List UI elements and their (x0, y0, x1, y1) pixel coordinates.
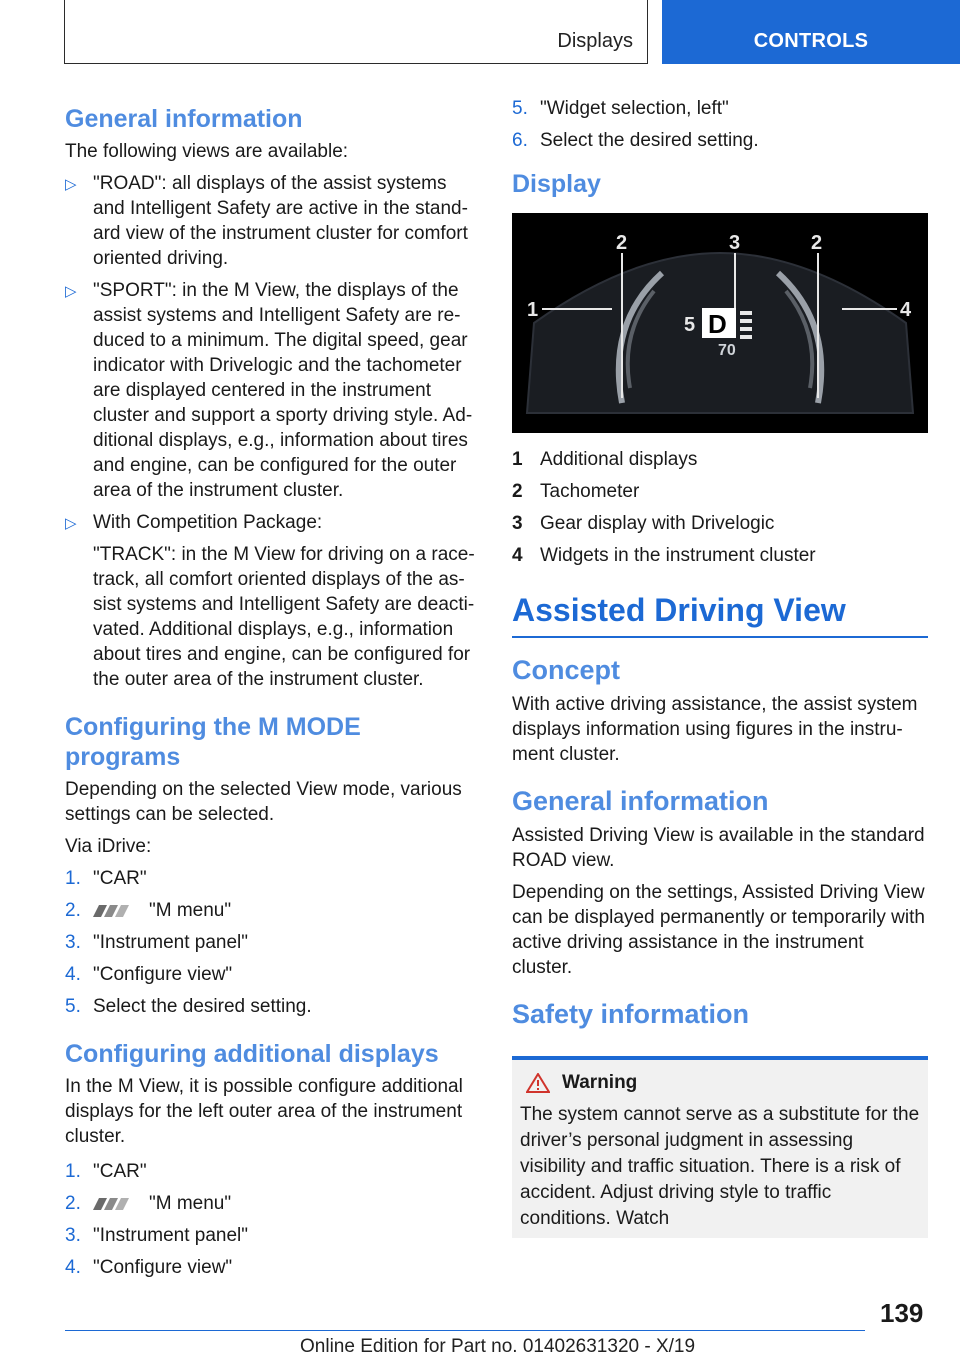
mode-step: 4. "Configure view" (65, 964, 233, 985)
display-step: 1. "CAR" (65, 1161, 147, 1182)
bullet-track-text: "TRACK": in the M View for driving on a racetrack, all comfort oriented displays of the assist systems and Intelligent Safety are deactivated. Additional displays, e.g., information about tires and engine, can be configured for the outer area of the instrument cluster. (93, 544, 475, 690)
assisted-driving-heading: Assisted Driving View (512, 592, 846, 628)
safety-heading: Safety information (512, 999, 750, 1029)
bullet-competition: ▷ With Competition Package: (65, 510, 477, 535)
callout-2-right: 2 (811, 232, 823, 254)
callout-2-left: 2 (616, 232, 628, 254)
mode-step: 3. "Instrument panel" (65, 932, 249, 953)
legend-item: 2 Tachometer (512, 481, 640, 502)
display-step: 2. "M menu" (65, 1193, 232, 1214)
gear-previous: 5 (684, 314, 696, 336)
legend-item: 1 Additional displays (512, 449, 698, 470)
right-column (512, 96, 928, 1238)
warning-text: The system cannot serve as a substitute for the driver’s personal judgment in assessing visibility and traffic situation. There is a risk of accident. Adjust driving style to traffic conditions. Watch (520, 1104, 920, 1229)
triangle-bullet-icon: ▷ (65, 515, 77, 532)
mode-step: 1. "CAR" (65, 868, 147, 889)
concept-heading: Concept (512, 655, 620, 685)
bullet-sport: ▷ "SPORT": in the M View, the displays of the assist systems and Intelligent Safety are reduced to a minimum. The digital speed, gear indicator with Drivelogic and the tachometer are displayed centered in the instrument cluster and support a sporty driving style. Additional displays, e.g., information about tires and engine, can be configured for the outer area of the instrument cluster. (65, 280, 473, 501)
assisted-driving-heading-wrap (512, 590, 928, 638)
display-step: 3. "Instrument panel" (65, 1225, 249, 1246)
legend-item: 3 Gear display with Drivelogic (512, 513, 775, 534)
display-heading: Display (512, 170, 601, 198)
concept-text: With active driving assistance, the assist system displays information using figures in the instrument cluster. (512, 694, 918, 765)
warning-triangle-icon (526, 1073, 550, 1093)
callout-3: 3 (729, 232, 741, 254)
configuring-displays-heading: Configuring additional displays (65, 1040, 439, 1068)
callout-4: 4 (900, 299, 912, 321)
legend-item: 4 Widgets in the instrument cluster (512, 545, 816, 566)
page-number: 139 (880, 1298, 924, 1328)
footer-divider (65, 1330, 865, 1331)
general-info-heading: General information (65, 105, 303, 133)
header-box (64, 0, 648, 64)
gear-current: D (708, 309, 727, 339)
configuring-modes-heading: Configuring the M MODE programs (65, 713, 361, 771)
triangle-bullet-icon: ▷ (65, 283, 77, 300)
triangle-bullet-icon: ▷ (65, 176, 77, 193)
warning-title: Warning (562, 1072, 638, 1093)
mode-step: 5. Select the desired setting. (65, 996, 312, 1017)
chapter-tab[interactable] (662, 0, 960, 64)
section-title: Displays (557, 30, 633, 52)
warning-box (512, 1056, 928, 1238)
speed-readout: 70 (718, 342, 736, 359)
left-column (65, 96, 477, 1287)
bullet-road: ▷ "ROAD": all displays of the assist systems and Intelligent Safety are active in the standard view of the instrument cluster for comfort oriented driving. (65, 173, 468, 269)
configuring-modes-text: Depending on the selected View mode, various settings can be selected. (65, 779, 462, 825)
m-stripes-icon (93, 905, 139, 917)
m-stripes-icon (93, 1198, 139, 1210)
footer-edition: Online Edition for Part no. 01402631320 - X/19 (300, 1336, 696, 1357)
mode-step: 2. "M menu" (65, 900, 232, 921)
widget-step: 5. "Widget selection, left" (512, 98, 729, 119)
display-step: 4. "Configure view" (65, 1257, 233, 1278)
chapter-tab-label: CONTROLS (753, 30, 869, 52)
instrument-cluster-figure (512, 213, 928, 433)
configuring-displays-text: In the M View, it is possible configure additional displays for the left outer area of the instrument cluster. (65, 1076, 463, 1147)
callout-1: 1 (527, 299, 539, 321)
via-idrive-label: Via iDrive: (65, 836, 152, 857)
general-info-intro: The following views are available: (65, 141, 349, 162)
assisted-general-info-p1: Assisted Driving View is available in the standard ROAD view. (512, 825, 925, 871)
widget-step: 6. Select the desired setting. (512, 130, 759, 151)
assisted-general-info-p2: Depending on the settings, Assisted Driving View can be displayed permanently or temporarily with active driving assistance in the instrument cluster. (512, 882, 925, 978)
assisted-general-info-heading: General information (512, 786, 769, 816)
